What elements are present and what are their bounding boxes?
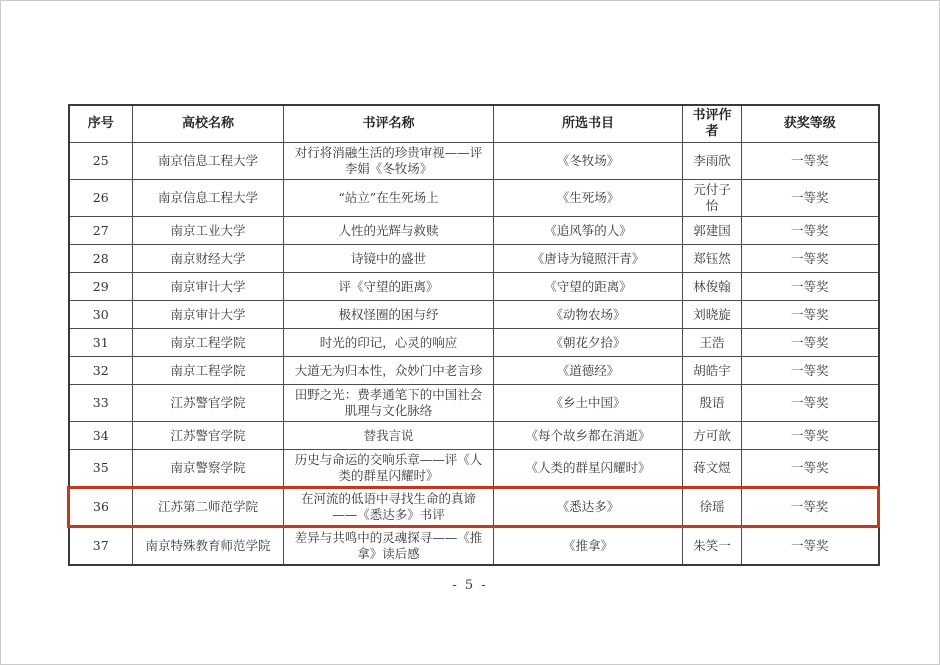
cell-university: 南京工程学院 — [133, 329, 284, 357]
cell-award: 一等奖 — [742, 273, 879, 301]
cell-review_title: “站立”在生死场上 — [284, 180, 494, 217]
cell-no: 37 — [69, 527, 133, 566]
cell-award: 一等奖 — [742, 450, 879, 488]
cell-award: 一等奖 — [742, 245, 879, 273]
header-review-title: 书评名称 — [284, 105, 494, 143]
cell-book: 《生死场》 — [494, 180, 683, 217]
cell-author: 王浩 — [683, 329, 742, 357]
cell-no: 29 — [69, 273, 133, 301]
cell-book: 《冬牧场》 — [494, 143, 683, 180]
cell-book: 《朝花夕拾》 — [494, 329, 683, 357]
cell-award: 一等奖 — [742, 488, 879, 527]
cell-no: 31 — [69, 329, 133, 357]
cell-author: 李雨欣 — [683, 143, 742, 180]
cell-award: 一等奖 — [742, 329, 879, 357]
table-body — [69, 143, 879, 566]
cell-author: 蒋文煜 — [683, 450, 742, 488]
cell-book: 《守望的距离》 — [494, 273, 683, 301]
cell-university: 南京审计大学 — [133, 301, 284, 329]
cell-book: 《追风筝的人》 — [494, 217, 683, 245]
table-row — [69, 385, 879, 422]
cell-review_title: 大道无为归本性，众妙门中老言珍 — [284, 357, 494, 385]
table-row — [69, 329, 879, 357]
cell-review_title: 差异与共鸣中的灵魂探寻——《推拿》读后感 — [284, 527, 494, 566]
cell-university: 南京工业大学 — [133, 217, 284, 245]
cell-university: 南京警察学院 — [133, 450, 284, 488]
cell-review_title: 极权怪圈的困与纾 — [284, 301, 494, 329]
cell-university: 南京信息工程大学 — [133, 143, 284, 180]
table-row-highlighted — [69, 488, 879, 527]
cell-no: 25 — [69, 143, 133, 180]
cell-no: 36 — [69, 488, 133, 527]
cell-author: 郭建国 — [683, 217, 742, 245]
table-row — [69, 180, 879, 217]
cell-book: 《动物农场》 — [494, 301, 683, 329]
cell-book: 《人类的群星闪耀时》 — [494, 450, 683, 488]
cell-no: 32 — [69, 357, 133, 385]
cell-review_title: 评《守望的距离》 — [284, 273, 494, 301]
header-book: 所选书目 — [494, 105, 683, 143]
table-row — [69, 245, 879, 273]
cell-author: 方可歆 — [683, 422, 742, 450]
cell-no: 34 — [69, 422, 133, 450]
header-author: 书评作者 — [683, 105, 742, 143]
cell-university: 南京工程学院 — [133, 357, 284, 385]
cell-university: 南京特殊教育师范学院 — [133, 527, 284, 566]
cell-book: 《推拿》 — [494, 527, 683, 566]
cell-review_title: 人性的光辉与救赎 — [284, 217, 494, 245]
table-row — [69, 527, 879, 566]
table-row — [69, 450, 879, 488]
cell-award: 一等奖 — [742, 357, 879, 385]
cell-review_title: 田野之光：费孝通笔下的中国社会肌理与文化脉络 — [284, 385, 494, 422]
cell-author: 林俊翰 — [683, 273, 742, 301]
cell-book: 《道德经》 — [494, 357, 683, 385]
cell-author: 徐瑶 — [683, 488, 742, 527]
cell-author: 郑钰然 — [683, 245, 742, 273]
cell-review_title: 在河流的低语中寻找生命的真谛——《悉达多》书评 — [284, 488, 494, 527]
table-header-row — [69, 105, 879, 143]
cell-review_title: 时光的印记，心灵的响应 — [284, 329, 494, 357]
cell-award: 一等奖 — [742, 527, 879, 566]
cell-university: 江苏第二师范学院 — [133, 488, 284, 527]
table-row — [69, 301, 879, 329]
cell-award: 一等奖 — [742, 422, 879, 450]
table-row — [69, 422, 879, 450]
cell-no: 27 — [69, 217, 133, 245]
table-row — [69, 273, 879, 301]
header-no: 序号 — [69, 105, 133, 143]
cell-no: 33 — [69, 385, 133, 422]
cell-review_title: 对行将消融生活的珍贵审视——评李娟《冬牧场》 — [284, 143, 494, 180]
cell-review_title: 历史与命运的交响乐章——评《人类的群星闪耀时》 — [284, 450, 494, 488]
cell-book: 《悉达多》 — [494, 488, 683, 527]
cell-author: 元付子怡 — [683, 180, 742, 217]
table-row — [69, 217, 879, 245]
cell-author: 朱笑一 — [683, 527, 742, 566]
cell-no: 30 — [69, 301, 133, 329]
cell-no: 26 — [69, 180, 133, 217]
cell-author: 刘晓旋 — [683, 301, 742, 329]
cell-award: 一等奖 — [742, 385, 879, 422]
cell-university: 南京信息工程大学 — [133, 180, 284, 217]
cell-book: 《乡土中国》 — [494, 385, 683, 422]
header-university: 高校名称 — [133, 105, 284, 143]
header-award: 获奖等级 — [742, 105, 879, 143]
cell-award: 一等奖 — [742, 143, 879, 180]
table-row — [69, 357, 879, 385]
cell-review_title: 替我言说 — [284, 422, 494, 450]
cell-university: 南京财经大学 — [133, 245, 284, 273]
awards-table — [67, 104, 880, 566]
cell-author: 胡皓宇 — [683, 357, 742, 385]
cell-review_title: 诗镜中的盛世 — [284, 245, 494, 273]
cell-book: 《每个故乡都在消逝》 — [494, 422, 683, 450]
page-number: - 5 - — [452, 578, 488, 593]
table-row — [69, 143, 879, 180]
cell-no: 35 — [69, 450, 133, 488]
cell-award: 一等奖 — [742, 301, 879, 329]
cell-university: 南京审计大学 — [133, 273, 284, 301]
cell-book: 《唐诗为镜照汗青》 — [494, 245, 683, 273]
cell-author: 殷语 — [683, 385, 742, 422]
cell-no: 28 — [69, 245, 133, 273]
cell-award: 一等奖 — [742, 180, 879, 217]
cell-award: 一等奖 — [742, 217, 879, 245]
cell-university: 江苏警官学院 — [133, 385, 284, 422]
cell-university: 江苏警官学院 — [133, 422, 284, 450]
